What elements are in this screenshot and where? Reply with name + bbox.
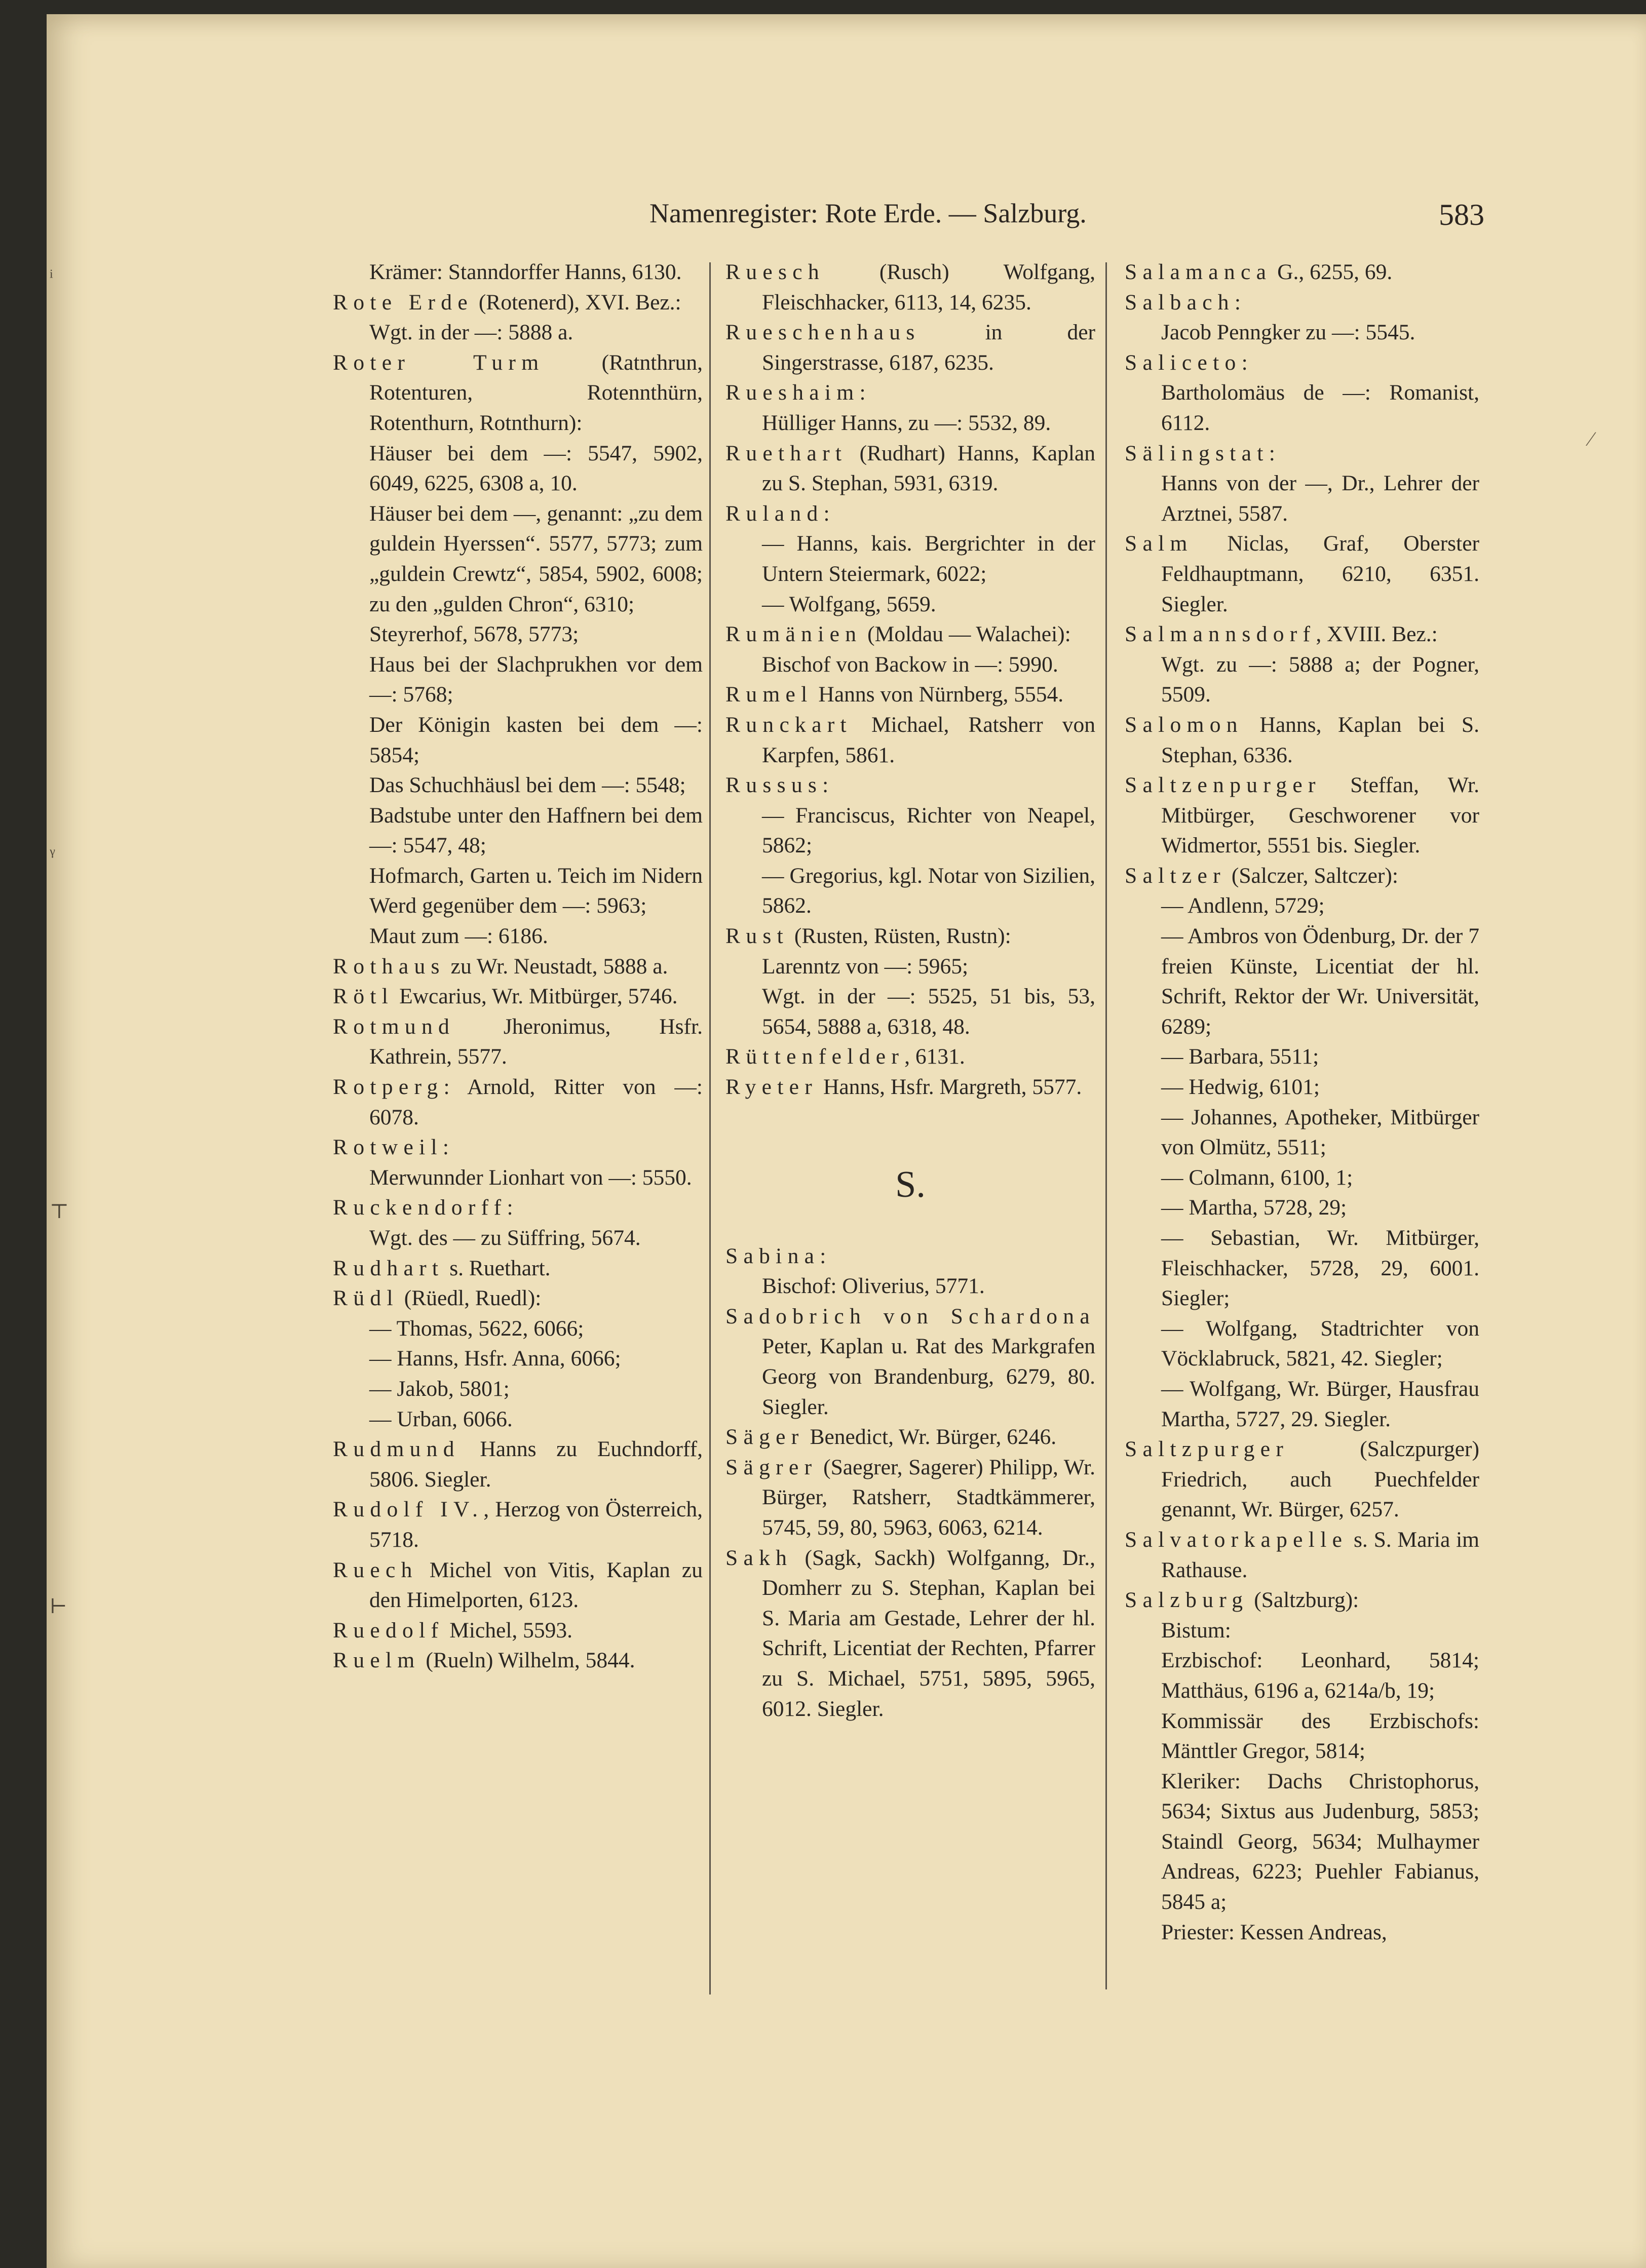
index-entry <box>725 499 1095 529</box>
entry-text: Michael, Ratsherr von Karpfen, 5861. <box>762 712 1095 767</box>
index-entry <box>1125 1103 1479 1163</box>
index-entry <box>333 1344 703 1374</box>
index-column-2 <box>725 257 1095 1724</box>
index-entry <box>725 1042 1095 1072</box>
index-entry <box>333 257 703 288</box>
entry-text: Hülliger Hanns, zu —: 5532, 89. <box>762 410 1051 435</box>
index-entry <box>333 982 703 1012</box>
entry-headword: Ryeter <box>725 1075 818 1100</box>
entry-text: — Franciscus, Richter von Neapel, 5862; <box>762 803 1095 858</box>
entry-text: Wgt. in der —: 5525, 51 bis, 53, 5654, 5888 a, 6318, 48. <box>762 984 1095 1039</box>
index-entry <box>725 770 1095 801</box>
entry-text: Erzbischof: Leonhard, 5814; Matthäus, 6196 a, 6214a/b, 19; <box>1161 1648 1479 1703</box>
entry-text: Wgt. zu —: 5888 a; der Pogner, 5509. <box>1161 652 1479 707</box>
entry-headword: Sakh <box>725 1545 793 1570</box>
margin-speck: ⁄ <box>1589 427 1593 450</box>
entry-text: : <box>823 501 830 526</box>
entry-text: (Rüedl, Ruedl): <box>398 1286 542 1311</box>
index-entry <box>725 1422 1095 1453</box>
entry-headword: Ruckendorff <box>333 1195 507 1220</box>
entry-headword: Sadobrich von Schardona <box>725 1304 1095 1328</box>
section-heading: S. <box>895 1163 926 1205</box>
entry-headword: Rudhart <box>333 1256 444 1280</box>
index-entry <box>1125 1163 1479 1193</box>
index-entry <box>1125 770 1479 861</box>
entry-headword: Rudolf IV. <box>333 1497 484 1522</box>
index-entry <box>1125 710 1479 770</box>
entry-text: Niclas, Graf, Oberster Feldhauptmann, 6210, 6351. Siegler. <box>1161 531 1479 616</box>
entry-headword: Ruech <box>333 1557 418 1582</box>
index-entry <box>725 921 1095 952</box>
entry-headword: Ruland <box>725 501 824 526</box>
entry-text: , XVIII. Bez.: <box>1316 622 1438 647</box>
index-entry <box>333 921 703 952</box>
entry-text: (Salczpurger) Friedrich, auch Puechfelder genannt, Wr. Bürger, 6257. <box>1161 1437 1479 1522</box>
entry-text: — Andlenn, 5729; <box>1161 893 1325 918</box>
margin-mark: ⊤ <box>50 1200 69 1223</box>
index-entry <box>725 710 1095 770</box>
entry-text: s. Ruethart. <box>444 1256 551 1280</box>
index-entry <box>333 318 703 348</box>
index-entry <box>333 801 703 861</box>
entry-text: Häuser bei dem —: 5547, 5902, 6049, 6225, 6308 a, 10. <box>369 441 703 496</box>
index-entry <box>333 650 703 710</box>
entry-headword: Salm <box>1125 531 1193 556</box>
index-entry <box>725 318 1095 378</box>
entry-text: Steyrerhof, 5678, 5773; <box>369 622 579 647</box>
index-entry <box>1125 378 1479 438</box>
entry-text: — Hanns, Hsfr. Anna, 6066; <box>369 1346 621 1371</box>
index-entry <box>1125 1767 1479 1918</box>
entry-text: (Sagk, Sackh) Wolfganng, Dr., Domherr zu S. Stephan, Kaplan bei S. Maria am Gestade, Lehrer der hl. Schrift, Licentiat der Rechten, Pfarrer zu S. Michael, 5751, 5895, 5965, 6012. Siegler. <box>762 1545 1095 1721</box>
entry-text: Bartholomäus de —: Romanist, 6112. <box>1161 380 1479 435</box>
entry-text: : <box>820 1243 826 1268</box>
entry-headword: Rötl <box>333 984 394 1009</box>
index-entry <box>725 378 1095 408</box>
entry-headword: Ruesch <box>725 260 825 284</box>
entry-text: Wgt. des — zu Süffring, 5674. <box>369 1226 641 1250</box>
entry-text: Merwunnder Lionhart von —: 5550. <box>369 1165 692 1190</box>
index-entry <box>333 1223 703 1254</box>
entry-text: — Gregorius, kgl. Notar von Sizilien, 5862. <box>762 863 1095 918</box>
entry-text: Priester: Kessen Andreas, <box>1161 1920 1387 1944</box>
index-entry <box>333 710 703 770</box>
entry-text: — Wolfgang, 5659. <box>762 592 936 616</box>
entry-text: (Rueln) Wilhelm, 5844. <box>420 1648 635 1673</box>
entry-text: Jheronimus, Hsfr. Kathrein, 5577. <box>369 1014 703 1069</box>
index-entry <box>1125 529 1479 619</box>
entry-text: Wgt. in der —: 5888 a. <box>369 320 573 345</box>
entry-text: (Rotenerd), XVI. Bez.: <box>473 290 681 315</box>
index-entry <box>725 590 1095 620</box>
entry-headword: Säger <box>725 1425 805 1450</box>
index-entry <box>333 1254 703 1284</box>
entry-headword: Ruethart <box>725 441 848 465</box>
entry-text: Bischof von Backow in —: 5990. <box>762 652 1058 677</box>
entry-text: (Ratnthrun, Rotenturen, Rotennthürn, Rotenthurn, Rotnthurn): <box>369 350 703 435</box>
index-entry <box>1125 861 1479 891</box>
index-entry <box>725 680 1095 710</box>
entry-text: in der Singerstrasse, 6187, 6235. <box>762 320 1095 375</box>
index-entry <box>1125 921 1479 1042</box>
entry-text: — Jakob, 5801; <box>369 1376 510 1401</box>
index-entry <box>725 982 1095 1042</box>
index-entry <box>333 439 703 499</box>
entry-text: (Rusch) Wolfgang, Fleischhacker, 6113, 14, 6235. <box>762 260 1095 315</box>
entry-text: Bischof: Oliverius, 5771. <box>762 1274 985 1299</box>
index-entry <box>1125 619 1479 650</box>
entry-headword: Ruedolf <box>333 1618 444 1643</box>
entry-text: (Saltzburg): <box>1248 1588 1359 1613</box>
index-entry <box>333 1374 703 1404</box>
index-entry <box>1125 1434 1479 1525</box>
entry-headword: Saltzpurger <box>1125 1437 1289 1462</box>
entry-text: — Hanns, kais. Bergrichter in der Untern Steiermark, 6022; <box>762 531 1095 586</box>
index-entry <box>333 288 703 318</box>
entry-headword: Rudmund <box>333 1437 460 1462</box>
entry-text: Bistum: <box>1161 1618 1231 1643</box>
entry-headword: Rotperg <box>333 1075 444 1100</box>
index-entry <box>1125 1072 1479 1103</box>
entry-headword: Salomon <box>1125 712 1243 737</box>
entry-text: : <box>1234 290 1241 315</box>
scanned-page <box>47 14 1646 2268</box>
margin-mark: ⊢ <box>50 1595 67 1618</box>
index-entry <box>333 861 703 921</box>
entry-headword: Salvatorkapelle <box>1125 1527 1348 1552</box>
index-entry <box>725 1453 1095 1543</box>
index-entry <box>333 1314 703 1344</box>
entry-text: Das Schuchhäusl bei dem —: 5548; <box>369 773 686 798</box>
entry-headword: Saltzer <box>1125 863 1226 888</box>
index-entry <box>725 408 1095 439</box>
entry-text: Maut zum —: 6186. <box>369 924 548 949</box>
index-entry <box>1125 1646 1479 1706</box>
index-entry <box>333 1193 703 1223</box>
entry-text: : <box>442 1135 449 1160</box>
entry-headword: Rust <box>725 924 789 949</box>
entry-text: (Salczer, Saltczer): <box>1226 863 1398 888</box>
index-entry <box>725 861 1095 921</box>
index-entry <box>1125 439 1479 469</box>
entry-text: — Urban, 6066. <box>369 1406 513 1431</box>
index-entry <box>333 1616 703 1646</box>
entry-headword: Rote Erde <box>333 290 473 315</box>
index-entry <box>1125 1193 1479 1223</box>
entry-text: Haus bei der Slachprukhen vor dem —: 5768; <box>369 652 703 707</box>
entry-text: Jacob Penngker zu —: 5545. <box>1161 320 1415 345</box>
index-entry <box>333 1404 703 1435</box>
entry-text: Krämer: Stanndorffer Hanns, 6130. <box>369 260 682 284</box>
index-entry <box>333 1012 703 1072</box>
entry-text: : <box>822 773 829 798</box>
entry-text: Häuser bei dem —, genannt: „zu dem guldein Hyerssen“. 5577, 5773; zum „guldein Crewtz“, 5854, 5902, 6008; zu den „gulden Chron“, 6310; <box>369 501 703 616</box>
entry-headword: Rueschenhaus <box>725 320 921 345</box>
index-entry <box>725 1072 1095 1103</box>
index-entry <box>725 952 1095 982</box>
entry-headword: Rumänien <box>725 622 862 647</box>
entry-text: — Wolfgang, Stadtrichter von Vöcklabruck, 5821, 42. Siegler; <box>1161 1316 1479 1371</box>
entry-headword: Sälingstat <box>1125 441 1269 465</box>
index-entry <box>725 1241 1095 1272</box>
running-title: Namenregister: Rote Erde. — Salzburg. <box>649 198 1087 228</box>
index-entry <box>1125 1374 1479 1434</box>
index-entry <box>333 619 703 650</box>
entry-text: (Rudhart) Hanns, Kaplan zu S. Stephan, 5931, 6319. <box>762 441 1095 496</box>
entry-headword: Runckart <box>725 712 852 737</box>
index-entry <box>1125 1042 1479 1072</box>
column-rule-2 <box>1105 262 1107 1989</box>
entry-headword: Rueshaim <box>725 380 860 405</box>
index-entry <box>725 619 1095 650</box>
entry-headword: Ruelm <box>333 1648 420 1673</box>
entry-text: (Saegrer, Sagerer) Philipp, Wr. Bürger, Ratsherr, Stadtkämmerer, 5745, 59, 80, 5963, 6063, 6214. <box>762 1455 1095 1540</box>
entry-text: Hanns, Kaplan bei S. Stephan, 6336. <box>1161 712 1479 767</box>
entry-headword: Salamanca <box>1125 260 1272 284</box>
entry-text: : <box>507 1195 513 1220</box>
entry-text: Peter, Kaplan u. Rat des Markgrafen Georg von Brandenburg, 6279, 80. Siegler. <box>762 1334 1095 1419</box>
index-entry <box>333 1283 703 1314</box>
entry-headword: Rüdl <box>333 1286 399 1311</box>
index-entry <box>1125 1314 1479 1374</box>
entry-headword: Saliceto <box>1125 350 1242 375</box>
index-entry <box>1125 1616 1479 1646</box>
entry-text: — Johannes, Apotheker, Mitbürger von Olmütz, 5511; <box>1161 1105 1479 1160</box>
index-entry <box>333 1132 703 1163</box>
index-entry <box>1125 288 1479 318</box>
index-entry <box>1125 318 1479 348</box>
entry-text: — Barbara, 5511; <box>1161 1044 1319 1069</box>
index-entry <box>1125 1223 1479 1314</box>
index-entry <box>1125 348 1479 378</box>
index-entry <box>725 1302 1095 1422</box>
index-entry <box>333 1434 703 1495</box>
index-entry <box>1125 1706 1479 1767</box>
entry-text: : Arnold, Ritter von —: 6078. <box>369 1075 703 1129</box>
entry-text: — Ambros von Ödenburg, Dr. der 7 freien Künste, Licentiat der hl. Schrift, Rektor der Wr. Universität, 6289; <box>1161 924 1479 1039</box>
entry-headword: Sabina <box>725 1243 820 1268</box>
entry-text: , Herzog von Österreich, 5718. <box>369 1497 703 1552</box>
index-entry <box>1125 1525 1479 1585</box>
entry-text: (Moldau — Walachei): <box>862 622 1071 647</box>
entry-text: s. S. Maria im Rathause. <box>1161 1527 1479 1582</box>
entry-text: Michel, 5593. <box>444 1618 573 1643</box>
index-entry <box>333 1646 703 1676</box>
index-entry <box>333 348 703 439</box>
index-column-3 <box>1125 257 1479 1947</box>
entry-headword: Rothaus <box>333 954 445 979</box>
entry-headword: Saltzenpurger <box>1125 773 1321 798</box>
entry-text: Michel von Vitis, Kaplan zu den Himelporten, 6123. <box>369 1557 703 1613</box>
index-entry <box>725 257 1095 318</box>
entry-headword: Sägrer <box>725 1455 818 1479</box>
index-entry <box>333 499 703 619</box>
entry-text: — Thomas, 5622, 6066; <box>369 1316 584 1341</box>
index-entry <box>725 801 1095 861</box>
margin-mark: ᵢ <box>50 258 53 281</box>
index-entry <box>333 1555 703 1616</box>
entry-text: : <box>1269 441 1275 465</box>
entry-text: Larenntz von —: 5965; <box>762 954 969 979</box>
index-entry <box>1125 1918 1479 1948</box>
entry-text: Hanns von Nürnberg, 5554. <box>813 682 1064 707</box>
index-entry <box>1125 257 1479 288</box>
entry-headword: Rumel <box>725 682 813 707</box>
entry-text: Ewcarius, Wr. Mitbürger, 5746. <box>394 984 678 1009</box>
entry-headword: Rotmund <box>333 1014 455 1039</box>
index-column-1 <box>333 257 703 1676</box>
index-entry <box>333 1163 703 1193</box>
entry-text: Benedict, Wr. Bürger, 6246. <box>804 1425 1057 1450</box>
index-entry <box>333 770 703 801</box>
entry-text: — Martha, 5728, 29; <box>1161 1195 1347 1220</box>
entry-text: — Colmann, 6100, 1; <box>1161 1165 1353 1190</box>
entry-text: Hofmarch, Garten u. Teich im Nidern Werd gegenüber dem —: 5963; <box>369 863 703 918</box>
entry-headword: Rotweil <box>333 1135 443 1160</box>
page-number: 583 <box>1439 198 1484 231</box>
entry-headword: Russus <box>725 773 823 798</box>
entry-text: G., 6255, 69. <box>1272 260 1393 284</box>
entry-text: — Hedwig, 6101; <box>1161 1075 1320 1100</box>
index-entry <box>1125 891 1479 921</box>
entry-text: zu Wr. Neustadt, 5888 a. <box>445 954 668 979</box>
index-entry <box>333 1072 703 1132</box>
entry-text: Der Königin kasten bei dem —: 5854; <box>369 712 703 767</box>
entry-text: Kommissär des Erzbischofs: Mänttler Gregor, 5814; <box>1161 1708 1479 1764</box>
index-entry <box>333 1495 703 1555</box>
entry-text: Steffan, Wr. Mitbürger, Geschworener vor Widmertor, 5551 bis. Siegler. <box>1161 773 1479 858</box>
index-entry <box>1125 468 1479 529</box>
index-entry <box>725 529 1095 589</box>
entry-headword: Salmannsdorf <box>1125 622 1316 647</box>
index-entry <box>725 650 1095 680</box>
entry-text: — Sebastian, Wr. Mitbürger, Fleischhacker, 5728, 29, 6001. Siegler; <box>1161 1226 1479 1311</box>
entry-headword: Rüttenfelder <box>725 1044 905 1069</box>
column-rule-1 <box>709 262 711 1995</box>
entry-text: : <box>1241 350 1248 375</box>
entry-headword: Roter Turm <box>333 350 545 375</box>
index-entry <box>1125 1585 1479 1616</box>
index-entry <box>725 1271 1095 1302</box>
entry-text: : <box>859 380 866 405</box>
entry-text: Kleriker: Dachs Christophorus, 5634; Sixtus aus Judenburg, 5853; Staindl Georg, 5634; Mulhaymer Andreas, 6223; Puehler Fabianus, 5845 a; <box>1161 1769 1479 1914</box>
entry-headword: Salbach <box>1125 290 1235 315</box>
margin-mark: ᵧ <box>50 835 55 858</box>
entry-text: , 6131. <box>904 1044 965 1069</box>
index-entry <box>725 439 1095 499</box>
index-entry <box>1125 650 1479 710</box>
entry-text: Badstube unter den Haffnern bei dem —: 5547, 48; <box>369 803 703 858</box>
entry-headword: Salzburg <box>1125 1588 1249 1613</box>
entry-text: — Wolfgang, Wr. Bürger, Hausfrau Martha, 5727, 29. Siegler. <box>1161 1376 1479 1431</box>
entry-text: Hanns, Hsfr. Margreth, 5577. <box>818 1075 1082 1100</box>
index-entry <box>725 1543 1095 1725</box>
index-entry <box>333 952 703 982</box>
entry-text: Hanns von der —, Dr., Lehrer der Arztnei, 5587. <box>1161 471 1479 526</box>
entry-text: (Rusten, Rüsten, Rustn): <box>789 924 1011 949</box>
entry-text: Hanns zu Euchndorff, 5806. Siegler. <box>369 1437 703 1492</box>
